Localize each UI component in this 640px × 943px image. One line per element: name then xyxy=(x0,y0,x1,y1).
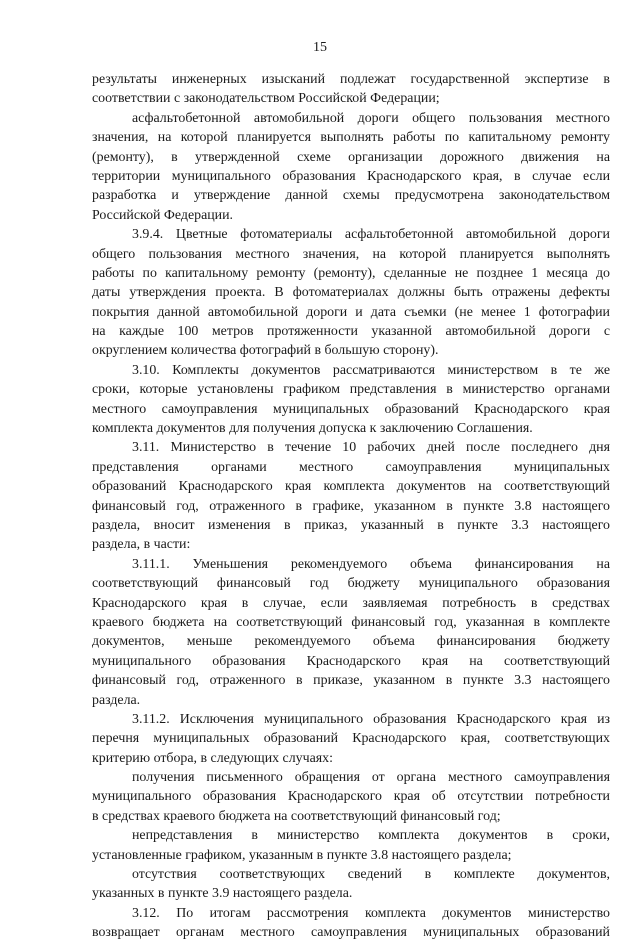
text-line: местного самоуправления муниципальных образований Краснодарского края xyxy=(92,401,610,417)
text-line: финансовый год, отраженного в приказе, указанном в пункте 3.3 настоящего xyxy=(92,673,610,689)
text-line: перечня муниципальных образований Краснодарского края, соответствующих xyxy=(92,731,610,747)
text-line: работы по капитальному ремонту (ремонту), сделанные не позднее 1 месяца до xyxy=(92,265,610,281)
text-line: указанных в пункте 3.9 настоящего раздела. xyxy=(92,886,353,902)
text-line: муниципального образования Краснодарского края на соответствующий xyxy=(92,653,610,669)
text-line: раздела, вносит изменения в приказ, указанный в пункте 3.3 настоящего xyxy=(92,517,610,533)
text-line: получения письменного обращения от органа местного самоуправления xyxy=(132,770,610,786)
text-line: 3.10. Комплекты документов рассматриваются министерством в те же xyxy=(132,362,610,378)
text-line: образований Краснодарского края комплекта документов на соответствующий xyxy=(92,479,610,495)
text-line: соответствующий финансовый год бюджету муниципального образования xyxy=(92,576,610,592)
text-line: (ремонту), в утвержденной схеме организации дорожного движения на xyxy=(92,149,610,165)
text-line: 3.9.4. Цветные фотоматериалы асфальтобетонной автомобильной дороги xyxy=(132,227,610,243)
text-line: Российской Федерации. xyxy=(92,207,234,223)
text-line: общего пользования местного значения, на которой планируется выполнять xyxy=(92,246,610,262)
text-line: сроки, которые установлены графиком представления в министерство органами xyxy=(92,382,610,398)
text-line: 3.11. Министерство в течение 10 рабочих дней после последнего дня xyxy=(132,440,610,456)
text-line: критерию отбора, в следующих случаях: xyxy=(92,750,333,766)
text-line: покрытия данной автомобильной дороги и дата съемки (не менее 1 фотографии xyxy=(92,304,610,320)
text-line: асфальтобетонной автомобильной дороги общего пользования местного xyxy=(132,110,610,126)
text-line: значения, на которой планируется выполнять работы по капитальному ремонту xyxy=(92,130,610,146)
text-line: документов, меньше рекомендуемого объема финансирования бюджету xyxy=(92,634,610,650)
page-number: 15 xyxy=(313,40,327,55)
text-line: 3.12. По итогам рассмотрения комплекта документов министерство xyxy=(132,905,610,921)
text-line: финансовый год, отраженного в графике, указанном в пункте 3.8 настоящего xyxy=(92,498,610,514)
text-line: в средствах краевого бюджета на соответствующий финансовый год; xyxy=(92,808,501,824)
text-line: раздела, в части: xyxy=(92,537,191,553)
text-line: округлением количества фотографий в большую сторону). xyxy=(92,343,439,359)
text-line: соответствии с законодательством Российской Федерации; xyxy=(92,91,440,107)
text-line: разработка и утверждение данной схемы предусмотрена законодательством xyxy=(92,188,610,204)
text-line: представления органами местного самоуправления муниципальных xyxy=(92,459,610,475)
text-line: даты утверждения проекта. В фотоматериалах должны быть отражены дефекты xyxy=(92,285,610,301)
text-line: 3.11.1. Уменьшения рекомендуемого объема финансирования на xyxy=(132,556,610,572)
text-line: установленные графиком, указанным в пункте 3.8 настоящего раздела; xyxy=(92,847,512,863)
text-line: 3.11.2. Исключения муниципального образования Краснодарского края из xyxy=(132,711,610,727)
text-line: комплекта документов для получения допуска к заключению Соглашения. xyxy=(92,421,533,437)
text-line: краевого бюджета на соответствующий финансовый год, указанная в комплекте xyxy=(92,614,610,630)
text-line: возвращает органам местного самоуправления муниципальных образований xyxy=(92,925,610,941)
text-line: непредставления в министерство комплекта документов в сроки, xyxy=(132,828,610,844)
text-line: отсутствия соответствующих сведений в комплекте документов, xyxy=(132,867,610,883)
text-line: муниципального образования Краснодарского края об отсутствии потребности xyxy=(92,789,610,805)
text-line: территории муниципального образования Краснодарского края, в случае если xyxy=(92,168,610,184)
document-body xyxy=(92,70,610,943)
text-line: раздела. xyxy=(92,692,141,708)
text-line: результаты инженерных изысканий подлежат государственной экспертизе в xyxy=(92,72,610,87)
text-line: на каждые 100 метров протяженности указанной автомобильной дороги с xyxy=(92,324,610,340)
text-line: Краснодарского края в случае, если заявляемая потребность в средствах xyxy=(92,595,610,611)
